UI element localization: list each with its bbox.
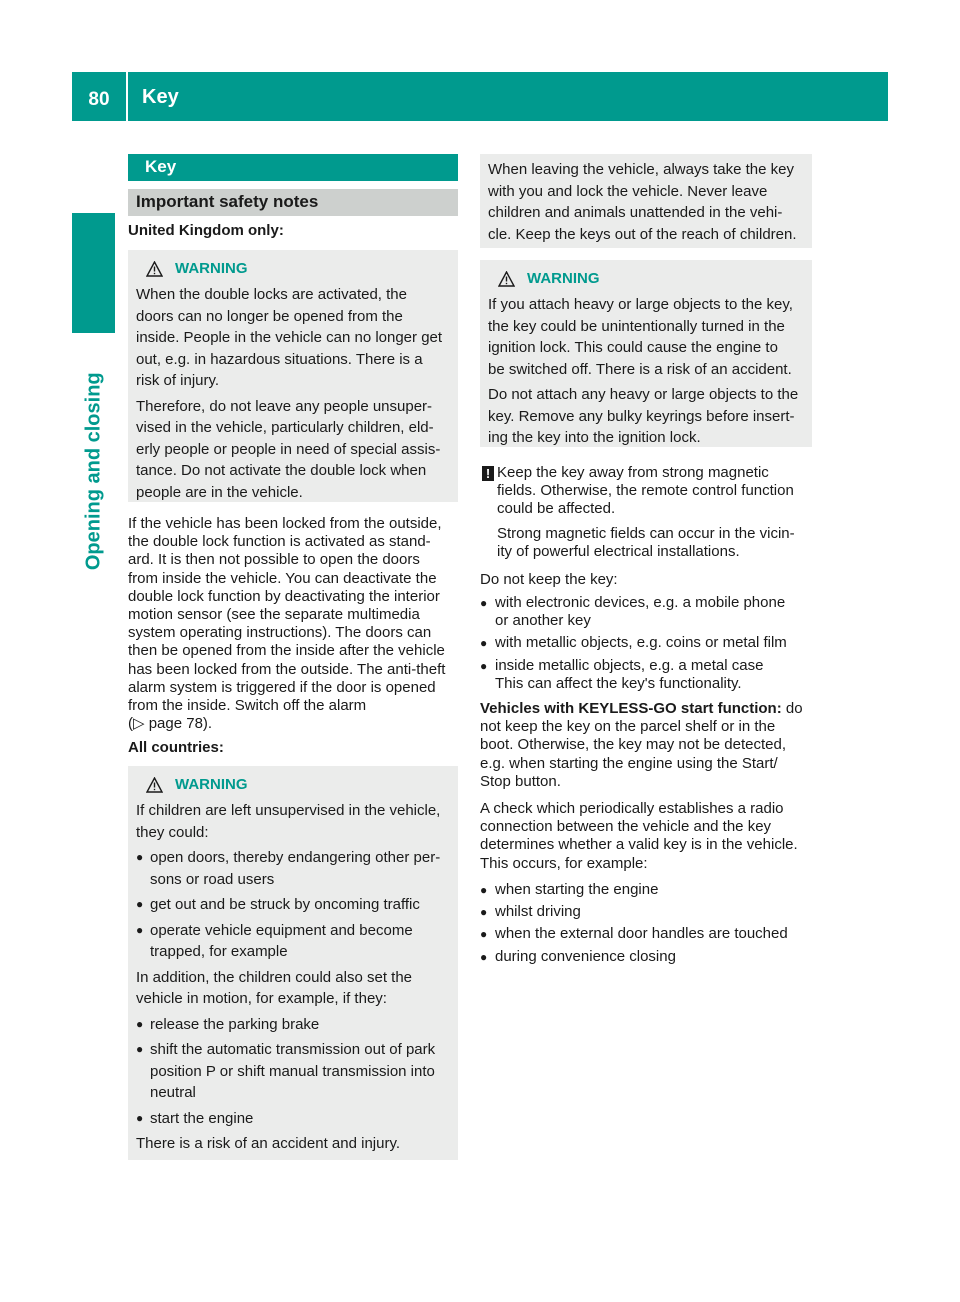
list-item: ● with electronic devices, e.g. a mobile phone or another key <box>480 594 786 630</box>
warning-box-double-lock <box>128 250 458 502</box>
list-item: ● when the external door handles are touched <box>480 925 788 943</box>
warning-triangle-icon <box>146 777 163 793</box>
warning-box-heavy-objects <box>480 260 812 447</box>
sub-heading: Important safety notes <box>128 189 458 216</box>
page-number: 80 <box>88 89 110 111</box>
occurs-list <box>480 881 812 970</box>
body-paragraph: If the vehicle has been locked from the outside, the double lock function is activated as stand- ard. It is then not possible to open the doors from inside the vehicle. You can deactivate the double lock function by deactivating the interior motion sensor (see the separate multimedia system operating instructions). The doors can then be opened from the inside after the vehicle has been locked from the outside. The anti-theft alarm system is triggered if the door is opened from the inside. Switch off the alarm (▷ page 78). <box>128 515 446 733</box>
chapter-label: Opening and closing <box>82 372 105 570</box>
exclamation-icon: ! <box>482 466 494 481</box>
list-item: ● during convenience closing <box>480 947 676 965</box>
warning-text: Therefore, do not leave any people unsuper- vised in the vehicle, particularly children, eld- erly people or people in need of special assis- tance. Do not activate the double lock when people are in the vehicle. <box>136 397 441 501</box>
header-divider <box>126 72 128 121</box>
section-heading: Key <box>128 154 458 181</box>
warning-text: When the double locks are activated, the doors can no longer be opened from the inside. People in the vehicle can no longer get out, e.g. in hazardous situations. There is a risk of injury. <box>136 286 443 389</box>
warning-title: WARNING <box>488 269 804 289</box>
warning-box-children <box>128 766 458 1160</box>
warning-text: If children are left unsupervised in the vehicle, they could: <box>136 802 441 841</box>
keyless-go-paragraph: Vehicles with KEYLESS-GO start function: do not keep the key on the parcel shelf or in the boot. Otherwise, the key may not be detected, e.g. when starting the engine using the Start/ Stop button. <box>480 700 803 790</box>
list-item: ● operate vehicle equipment and become trapped, for example <box>136 921 413 960</box>
do-not-keep-intro: Do not keep the key: <box>480 571 618 588</box>
warning-text: There is a risk of an accident and injury. <box>136 1135 401 1152</box>
warning-text: Do not attach any heavy or large objects to the key. Remove any bulky keyrings before insert- ing the key into the ignition lock. <box>488 386 799 446</box>
list-item: ● with metallic objects, e.g. coins or metal film <box>480 634 787 652</box>
warning-title: WARNING <box>136 775 450 795</box>
list-item: ● shift the automatic transmission out of park position P or shift manual transmission into neutral <box>136 1041 436 1101</box>
info-box-leaving-vehicle: When leaving the vehicle, always take the key with you and lock the vehicle. Never leave children and animals unattended in the vehi- cle. Keep the keys out of the reach of children. <box>480 154 812 248</box>
list-item: ● whilst driving <box>480 903 581 921</box>
list-item: ● inside metallic objects, e.g. a metal case This can affect the key's functionality. <box>480 656 764 692</box>
warning-triangle-icon <box>498 271 515 287</box>
header-bar <box>72 72 888 121</box>
list-item: ● release the parking brake <box>136 1015 320 1033</box>
list-item: ● get out and be struck by oncoming traffic <box>136 896 420 913</box>
all-countries-label: All countries: <box>128 739 224 756</box>
radio-check-paragraph: A check which periodically establishes a radio connection between the vehicle and the key determines whether a valid key is in the vehicle. This occurs, for example: <box>480 800 798 872</box>
caution-note: ! Keep the key away from strong magnetic fields. Otherwise, the remote control function could be affected. Strong magnetic fields can occur in the vicin- ity of powerful electrical installations. <box>480 464 812 561</box>
list-item: ● when starting the engine <box>480 881 659 898</box>
warning-triangle-icon <box>146 261 163 277</box>
warning-text: If you attach heavy or large objects to the key, the key could be unintentionally turned in the ignition lock. This could cause the engine to be switched off. There is a risk of an accident. <box>488 296 793 378</box>
header-title: Key <box>142 86 179 109</box>
list-item: ● open doors, thereby endangering other per- sons or road users <box>136 849 441 888</box>
page-reference-link[interactable]: (▷ page 78). <box>128 715 213 733</box>
warning-text: In addition, the children could also set the vehicle in motion, for example, if they: <box>136 968 413 1007</box>
chapter-tab-marker <box>72 213 115 333</box>
warning-title: WARNING <box>136 259 450 279</box>
list-item: ● start the engine <box>136 1109 254 1127</box>
do-not-keep-list <box>480 594 812 697</box>
uk-only-label: United Kingdom only: <box>128 222 284 239</box>
